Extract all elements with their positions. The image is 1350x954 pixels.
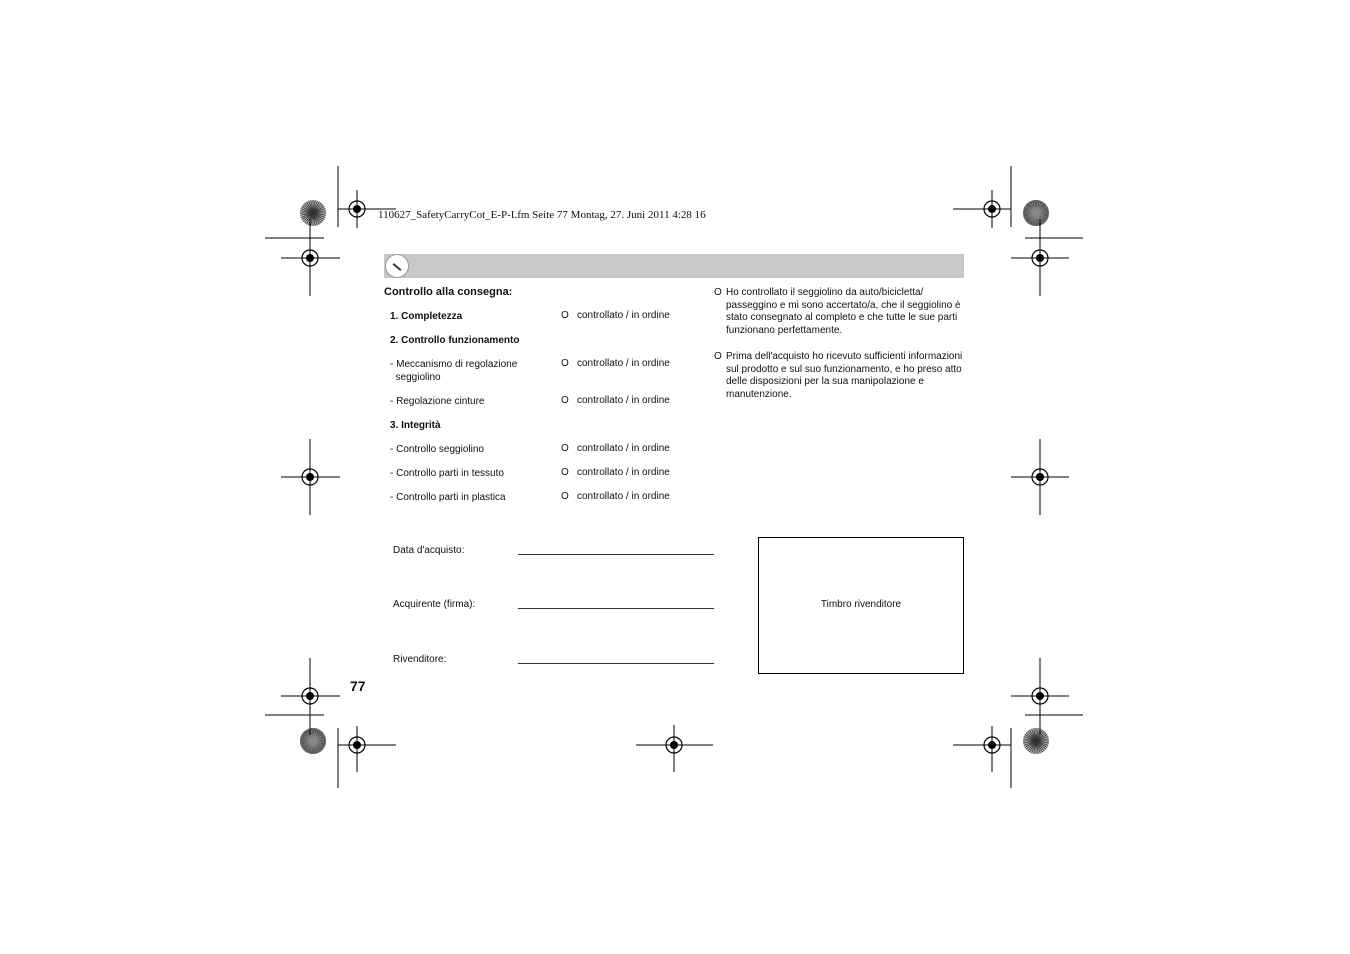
checklist-check-belt-adjustment[interactable]: O controllato / in ordine: [561, 395, 670, 406]
checklist-check-plastic[interactable]: O controllato / in ordine: [561, 491, 670, 502]
declaration-information[interactable]: O Prima dell'acquisto ho ricevuto sufficienti informazioni sul prodotto e sul suo funzionamento, e ho preso atto delle disposizioni per la sua manipolazione e manutenzione.: [714, 351, 963, 400]
color-target-icon: [300, 200, 326, 226]
dealer-label: Rivenditore:: [393, 654, 447, 665]
checklist-item-plastic-check: - Controllo parti in plastica: [390, 492, 506, 503]
checklist-item-seat-adjustment: - Meccanismo di regolazione seggiolino: [390, 359, 518, 383]
checklist-check-seat-adjustment[interactable]: O controllato / in ordine: [561, 358, 670, 369]
checklist-check-seat[interactable]: O controllato / in ordine: [561, 443, 670, 454]
checklist-check-completeness[interactable]: O controllato / in ordine: [561, 310, 670, 321]
section-title: Controllo alla consegna:: [384, 286, 513, 298]
checklist-item-fabric-check: - Controllo parti in tessuto: [390, 468, 504, 479]
color-target-icon: [300, 728, 326, 754]
checklist-item-completeness: 1. Completezza: [390, 311, 463, 322]
checklist-item-integrity: 3. Integrità: [390, 420, 441, 431]
buyer-signature-label: Acquirente (firma):: [393, 599, 476, 610]
page-number: 77: [350, 678, 366, 694]
declaration-delivery[interactable]: O Ho controllato il seggiolino da auto/bicicletta/ passeggino e mi sono accertato/a, che il seggiolino è stato consegnato al completo e che tutte le sue parti funzionano perfettamente.: [714, 287, 961, 336]
dealer-stamp-label: Timbro rivenditore: [820, 599, 902, 610]
file-info-header: 110627_SafetyCarryCot_E-P-I.fm Seite 77 Montag, 27. Juni 2011 4:28 16: [378, 209, 706, 221]
checklist-item-seat-check: - Controllo seggiolino: [390, 444, 484, 455]
color-target-icon: [1023, 200, 1049, 226]
checklist-item-function: 2. Controllo funzionamento: [390, 335, 520, 346]
color-target-icon: [1023, 728, 1049, 754]
purchase-date-label: Data d'acquisto:: [393, 545, 465, 556]
checklist-item-belt-adjustment: - Regolazione cinture: [390, 396, 485, 407]
checklist-check-fabric[interactable]: O controllato / in ordine: [561, 467, 670, 478]
